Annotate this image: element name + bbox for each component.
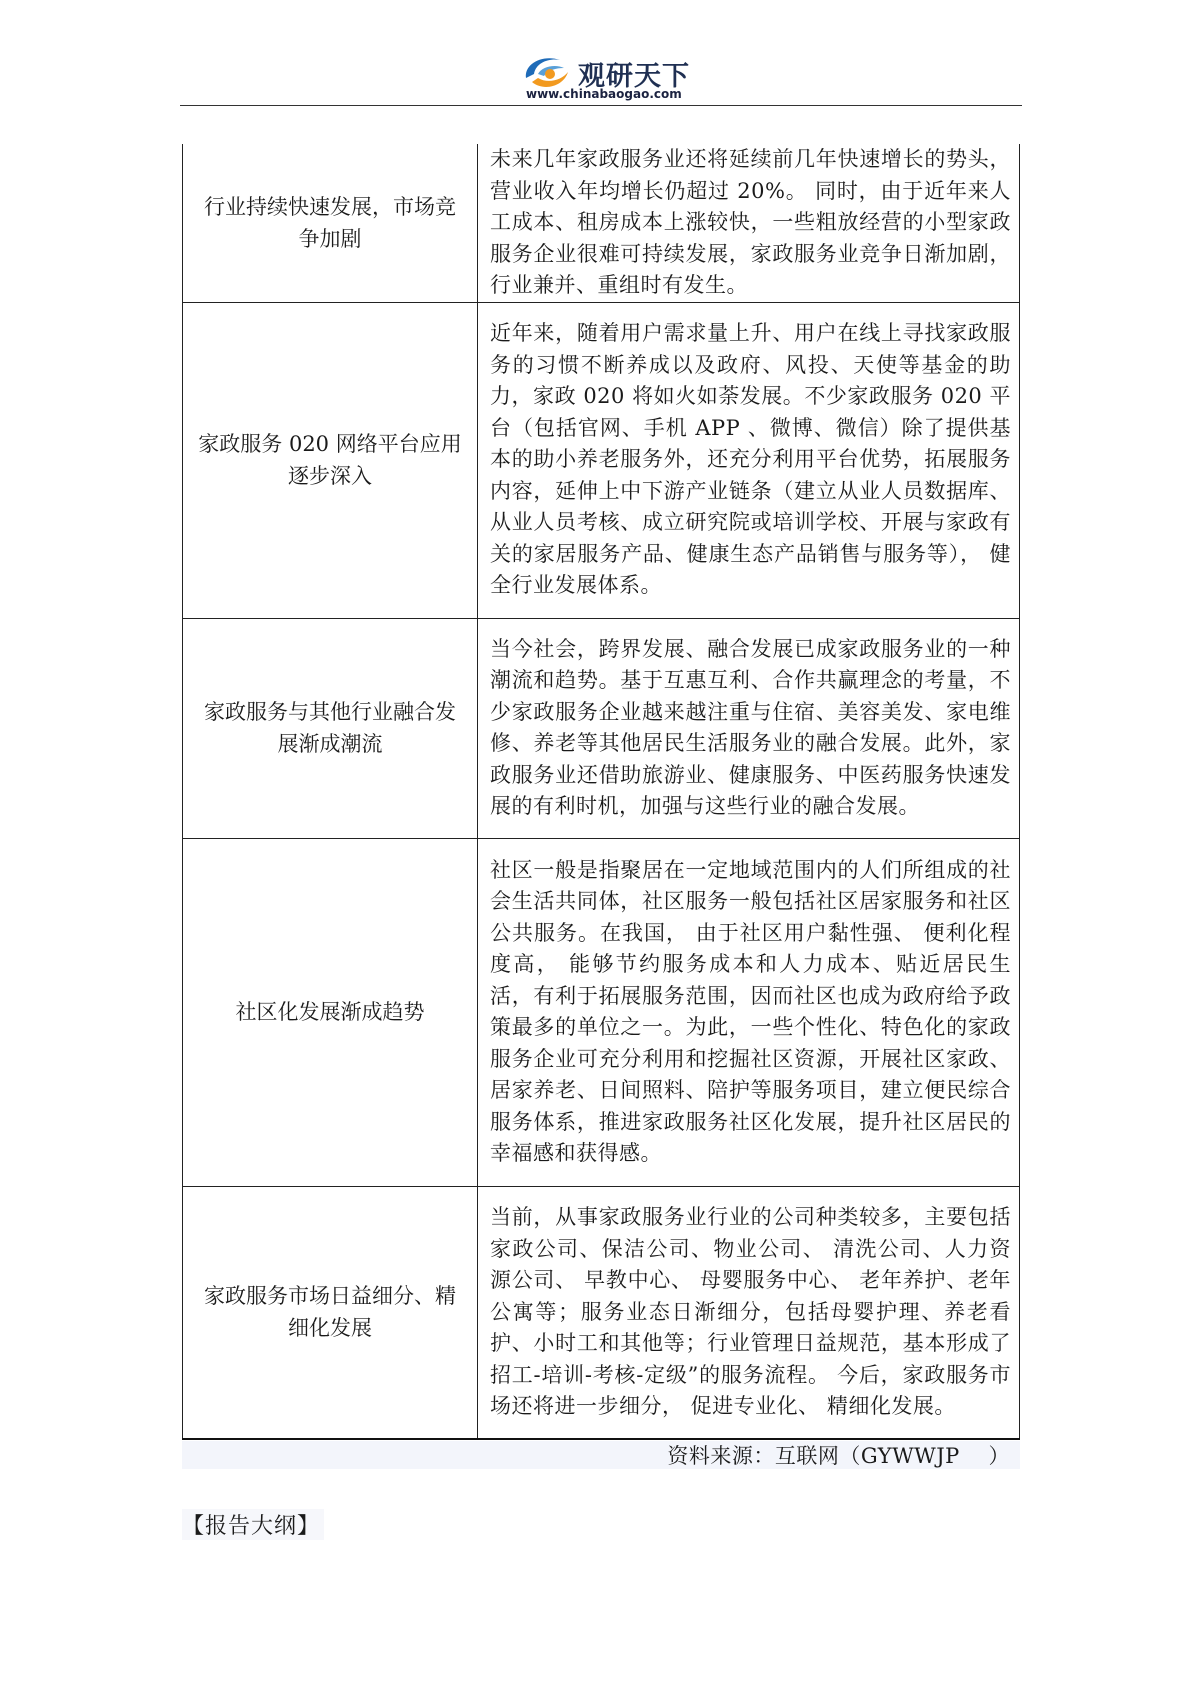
table-row	[183, 618, 1020, 838]
logo-url: www.chinabaogao.com	[526, 87, 682, 101]
row-topic: 家政服务市场日益细分、精细化发展	[183, 1186, 478, 1439]
outline-heading: 【报告大纲】	[182, 1509, 324, 1540]
row-description: 社区一般是指聚居在一定地域范围内的人们所组成的社会生活共同体，社区服务一般包括社区居家服务和社区公共服务。在我国， 由于社区用户黏性强、 便利化程度高， 能够节约服务成本和人力成本、贴近居民生活，有利于拓展服务范围，因而社区也成为政府给予政策最多的单位之一。为此，一些个性化、特色化的家政服务企业可充分利用和挖掘社区资源，开展社区家政、居家养老、日间照料、陪护等服务项目，建立便民综合服务体系，推进家政服务社区化发展，提升社区居民的幸福感和获得感。	[478, 838, 1020, 1186]
company-logo	[520, 50, 710, 106]
table-row	[183, 302, 1020, 618]
swirl-logo-icon	[520, 52, 572, 92]
trend-table	[182, 144, 1020, 1440]
logo-text: 观研天下	[578, 61, 690, 92]
table-row	[183, 1186, 1020, 1439]
row-description: 近年来，随着用户需求量上升、用户在线上寻找家政服务的习惯不断养成以及政府、风投、天使等基金的助力，家政 020 将如火如荼发展。不少家政服务 020 平台（包括官网、手机 APP 、微博、微信）除了提供基本的助小养老服务外，还充分利用平台优势，拓展服务内容，延伸上中下游产业链条（建立从业人员数据库、从业人员考核、成立研究院或培训学校、开展与家政有关的家居服务产品、健康生态产品销售与服务等）， 健全行业发展体系。	[478, 302, 1020, 618]
page-header	[0, 0, 1192, 108]
source-note: 资料来源：互联网（GYWWJP ）	[667, 1444, 1010, 1468]
table-row	[183, 144, 1020, 302]
row-topic: 家政服务 020 网络平台应用逐步深入	[183, 302, 478, 618]
row-description: 当今社会，跨界发展、融合发展已成家政服务业的一种潮流和趋势。基于互惠互利、合作共赢理念的考量，不少家政服务企业越来越注重与住宿、美容美发、家电维修、养老等其他居民生活服务业的融合发展。此外，家政服务业还借助旅游业、健康服务、中医药服务快速发展的有利时机，加强与这些行业的融合发展。	[478, 618, 1020, 838]
row-topic: 社区化发展渐成趋势	[183, 838, 478, 1186]
row-topic: 家政服务与其他行业融合发展渐成潮流	[183, 618, 478, 838]
row-topic: 行业持续快速发展，市场竞争加剧	[183, 144, 478, 302]
table-row	[183, 838, 1020, 1186]
row-description: 未来几年家政服务业还将延续前几年快速增长的势头，营业收入年均增长仍超过 20%。 同时，由于近年来人工成本、租房成本上涨较快，一些粗放经营的小型家政服务企业很难可持续发展，家政服务业竞争日渐加剧，行业兼并、重组时有发生。	[478, 144, 1020, 302]
header-divider	[180, 105, 1022, 106]
row-description: 当前，从事家政服务业行业的公司种类较多，主要包括家政公司、保洁公司、物业公司、 清洗公司、人力资源公司、 早教中心、 母婴服务中心、 老年养护、老年公寓等；服务业态日渐细分，包括母婴护理、养老看护、小时工和其他等；行业管理日益规范，基本形成了 招工-培训-考核-定级”的服务流程。 今后，家政服务市场还将进一步细分， 促进专业化、 精细化发展。	[478, 1186, 1020, 1439]
